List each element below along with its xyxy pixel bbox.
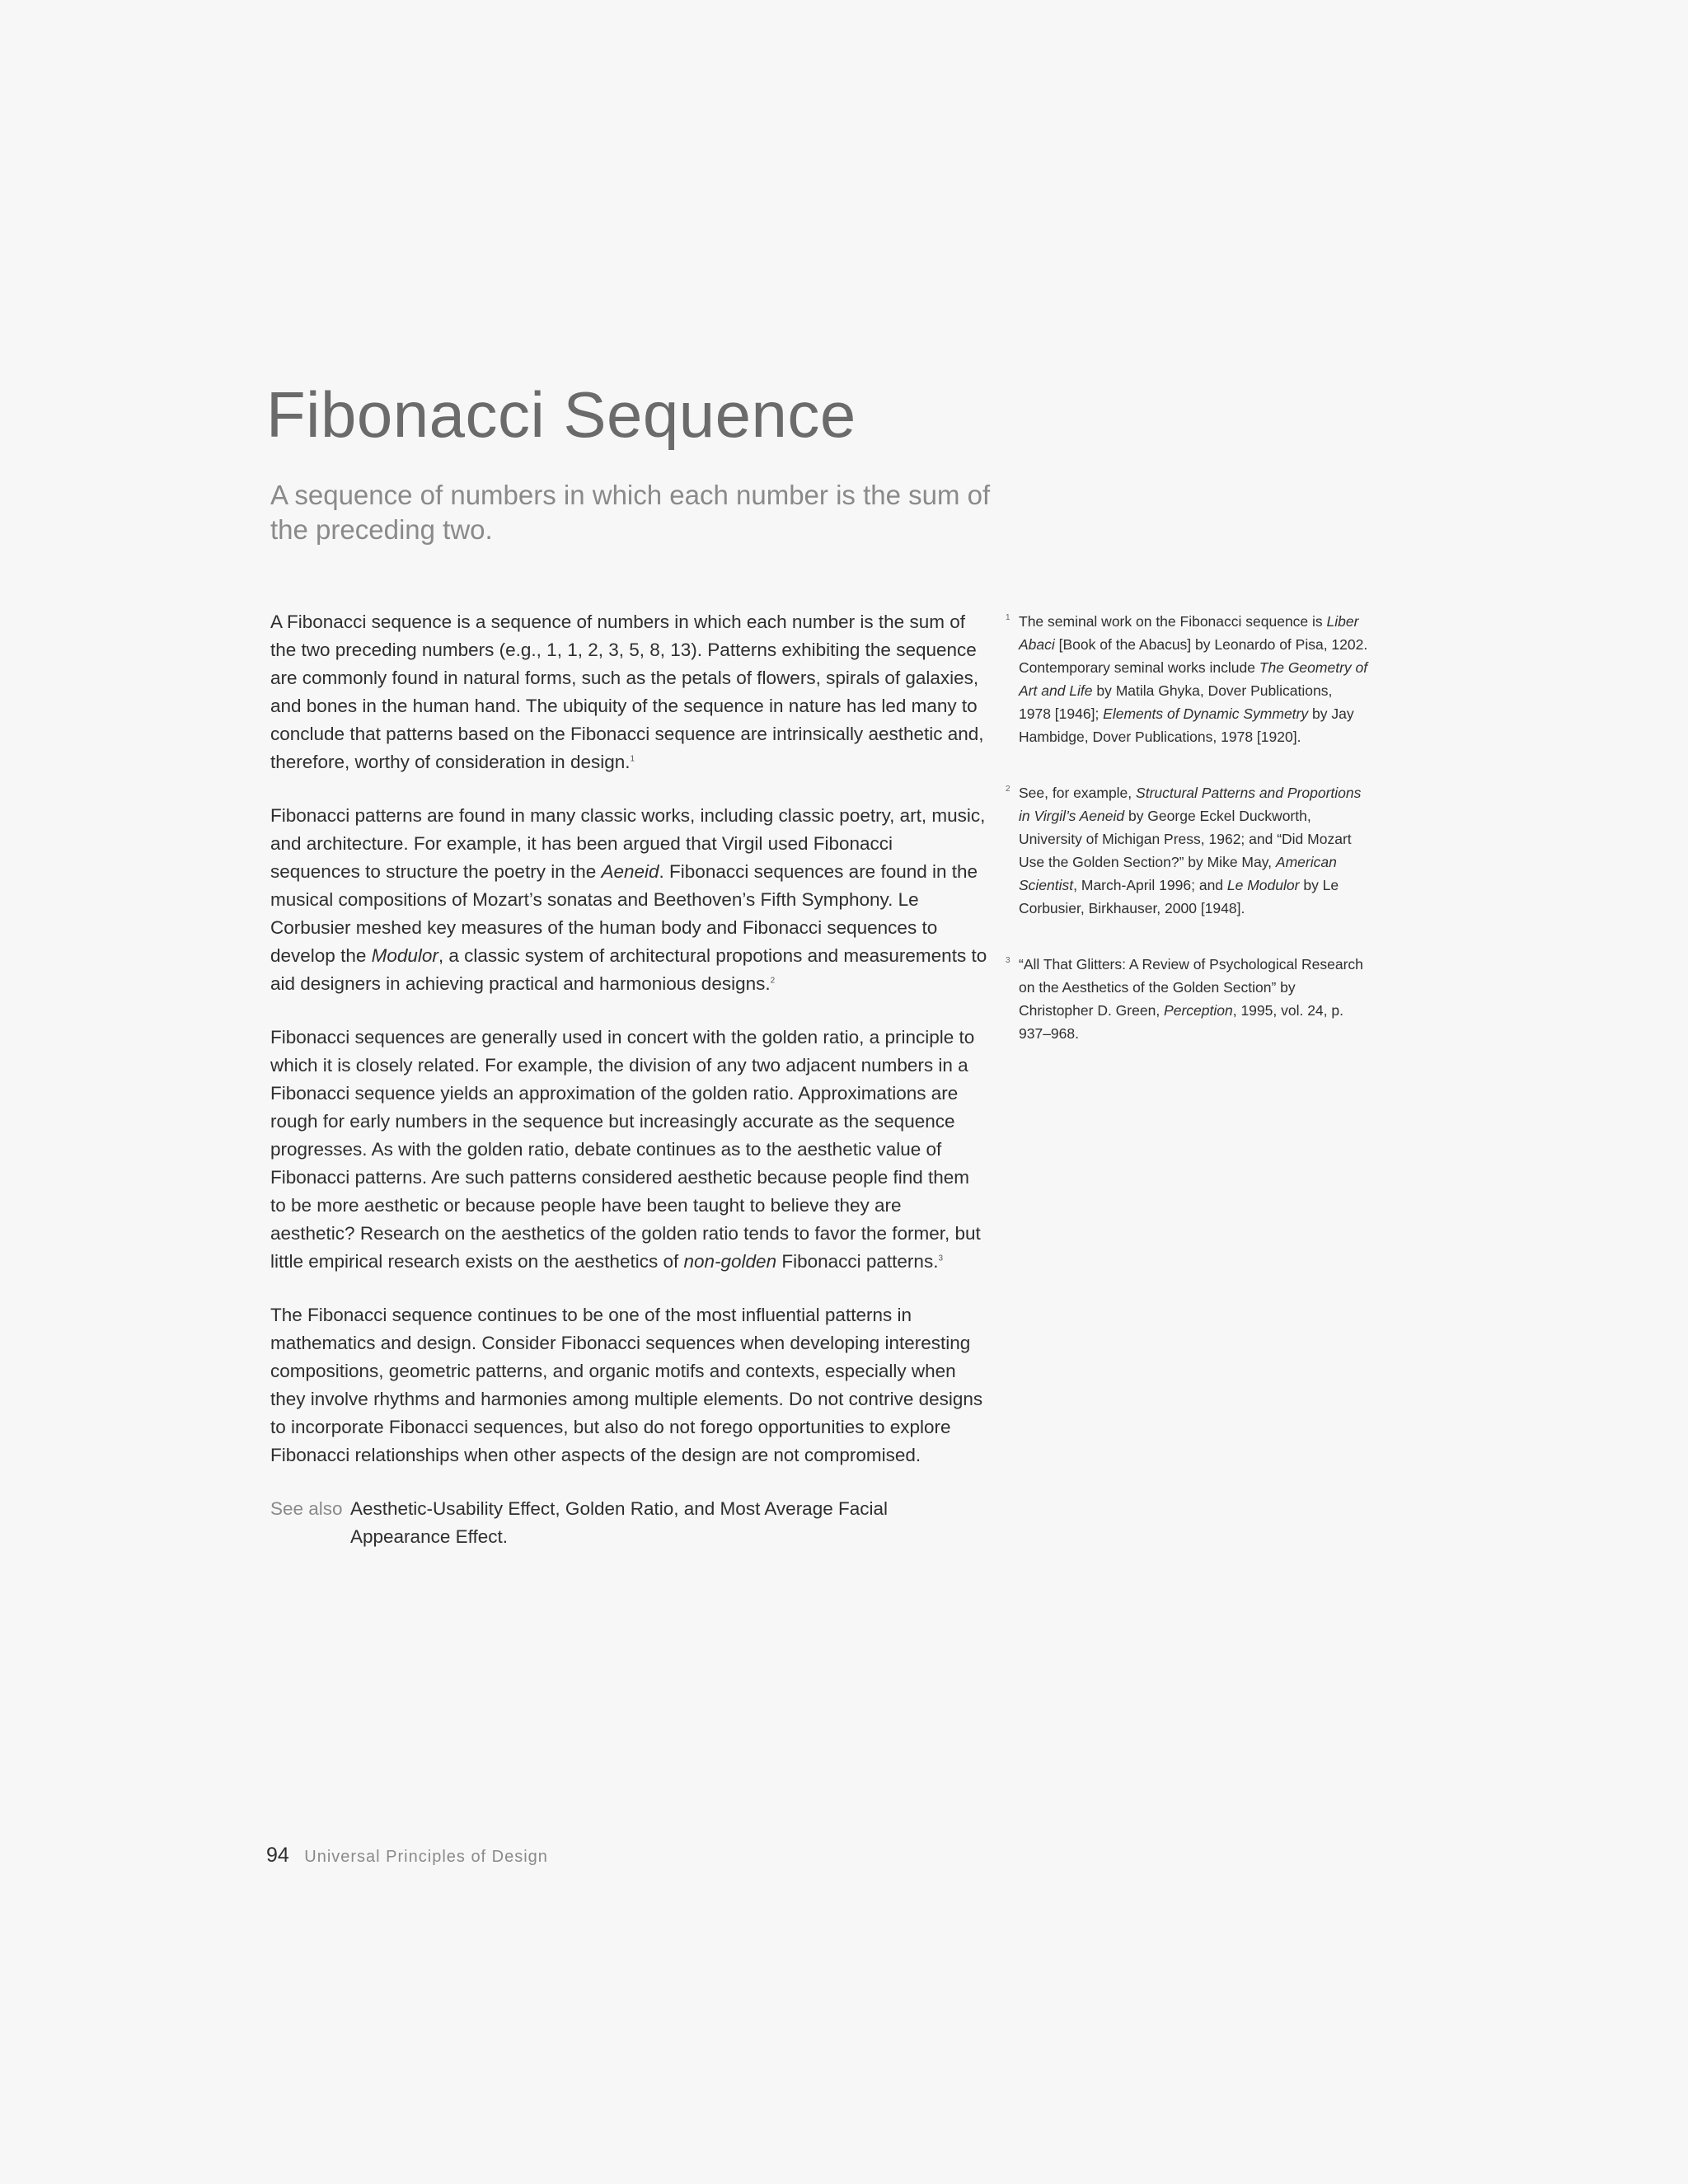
page-footer [266, 1844, 548, 1868]
footnotes-column [1006, 610, 1368, 1078]
see-also [270, 1495, 987, 1551]
body-paragraph-3: Fibonacci sequences are generally used in concert with the golden ratio, a principle to which it is closely related. For example, the division of any two adjacent numbers in a Fibonacci sequence yields an approximation of the golden ratio. Approximations are rough for early numbers in the sequence but increasingly accurate as the sequence progresses. As with the golden ratio, debate continues as to the aesthetic value of Fibonacci patterns. Are such patterns considered aesthetic because people find them to be more aesthetic or because people have been taught to believe they are aesthetic? Research on the aesthetics of the golden ratio tends to favor the former, but little empirical research exists on the aesthetics of non-golden Fibonacci patterns.$^3$ [270, 1027, 981, 1272]
footnote-3: 3 “All That Glitters: A Review of Psychological Research on the Aesthetics of the Golden Section” by Christopher D. Green, Perception, 1995, vol. 24, p. 937–968. [1006, 953, 1368, 1045]
body-paragraph-4: The Fibonacci sequence continues to be one of the most influential patterns in mathematics and design. Consider Fibonacci sequences when developing interesting compositions, geometric patterns, and organic motifs and contexts, especially when they involve rhythms and harmonies among multiple elements. Do not contrive designs to incorporate Fibonacci sequences, but also do not forego opportunities to explore Fibonacci relationships when other aspects of the design are not compromised. [270, 1305, 983, 1465]
main-text-column [270, 608, 987, 1551]
footnote-1: 1 The seminal work on the Fibonacci sequence is Liber Abaci [Book of the Abacus] by Leonardo of Pisa, 1202. Contemporary seminal works include The Geometry of Art and Life by Matila Ghyka, Dover Publications, 1978 [1946]; Elements of Dynamic Symmetry by Jay Hambidge, Dover Publications, 1978 [1920]. [1006, 610, 1368, 748]
see-also-label: See also [270, 1498, 343, 1519]
book-title: Universal Principles of Design [304, 1848, 548, 1866]
footnote-2: 2 See, for example, Structural Patterns and Proportions in Virgil’s Aeneid by George Eckel Duckworth, University of Michigan Press, 1962; and “Did Mozart Use the Golden Section?” by Mike May, American Scientist, March-April 1996; and Le Modulor by Le Corbusier, Birkhauser, 2000 [1948]. [1006, 781, 1368, 920]
page-subtitle: A sequence of numbers in which each number is the sum of the preceding two. [270, 480, 991, 545]
footnote-number: 2 [1006, 785, 1010, 794]
footnote-ref-1: 1 [630, 754, 635, 764]
page-title: Fibonacci Sequence [266, 378, 856, 451]
see-also-links: Aesthetic-Usability Effect, Golden Ratio, and Most Average Facial Appearance Effect. [350, 1498, 888, 1547]
body-paragraph-1: A Fibonacci sequence is a sequence of numbers in which each number is the sum of the two preceding numbers (e.g., 1, 1, 2, 3, 5, 8, 13). Patterns exhibiting the sequence are commonly found in natural forms, such as the petals of flowers, spirals of galaxies, and bones in the human hand. The ubiquity of the sequence in nature has led many to conclude that patterns based on the Fibonacci sequence are intrinsically aesthetic and, therefore, worthy of consideration in design.$^1$ [270, 612, 984, 772]
footnote-ref-2: 2 [770, 976, 776, 986]
footnote-ref-3: 3 [938, 1254, 944, 1263]
footnote-number: 1 [1006, 613, 1010, 622]
page-number: 94 [266, 1844, 289, 1867]
footnote-number: 3 [1006, 956, 1010, 965]
body-paragraph-2: Fibonacci patterns are found in many classic works, including classic poetry, art, music, and architecture. For example, it has been argued that Virgil used Fibonacci sequences to structure the poetry in the Aeneid. Fibonacci sequences are found in the musical compositions of Mozart’s sonatas and Beethoven’s Fifth Symphony. Le Corbusier meshed key measures of the human body and Fibonacci sequences to develop the Modulor, a classic system of architectural propotions and measurements to aid designers in achieving practical and harmonious designs.$^2$ [270, 805, 987, 994]
